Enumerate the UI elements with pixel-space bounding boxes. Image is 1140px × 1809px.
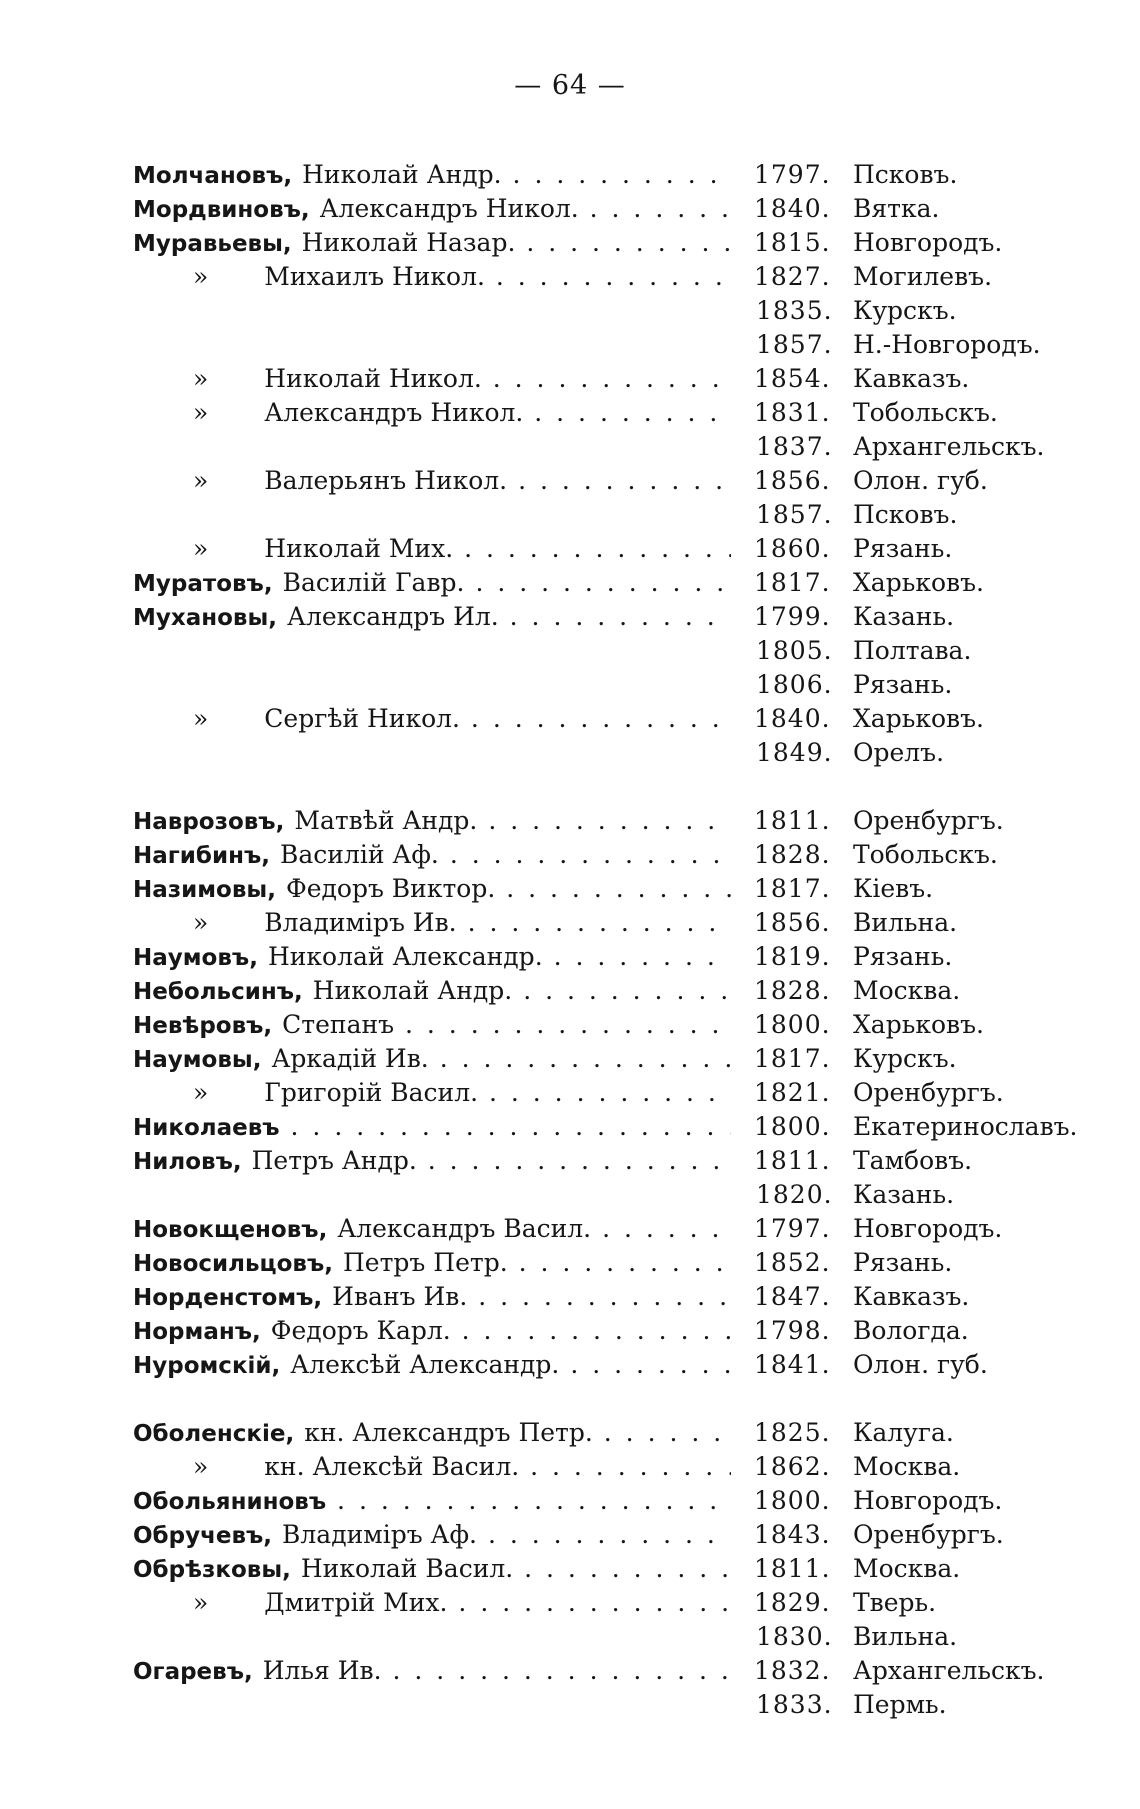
year: 1800. — [754, 1112, 831, 1141]
person-entry — [133, 226, 731, 260]
given-names: Николай Александр. — [267, 942, 543, 971]
place: Харьковъ. — [853, 1010, 984, 1039]
register-row — [0, 1586, 1140, 1620]
register-row — [0, 1484, 1140, 1518]
year: 1860. — [754, 534, 831, 563]
given-names: Матвѣй Андр. — [294, 806, 478, 835]
person-entry — [133, 1552, 731, 1586]
register-row — [0, 906, 1140, 940]
ditto-mark: » — [193, 1588, 209, 1617]
place: Вильна. — [853, 1622, 958, 1651]
register-row — [0, 226, 1140, 260]
year: 1833. — [756, 1690, 833, 1719]
place: Псковъ. — [853, 500, 958, 529]
person-entry — [133, 260, 731, 294]
register-row — [0, 838, 1140, 872]
year: 1806. — [756, 670, 833, 699]
surname: Нуромскій, — [133, 1353, 281, 1379]
year: 1843. — [754, 1520, 831, 1549]
place: Курскъ. — [853, 1044, 957, 1073]
place: Тверь. — [853, 1588, 937, 1617]
year: 1837. — [756, 432, 833, 461]
person-entry — [133, 1042, 731, 1076]
register-row — [0, 362, 1140, 396]
year: 1811. — [754, 1146, 831, 1175]
year: 1817. — [754, 568, 831, 597]
year: 1828. — [754, 976, 831, 1005]
given-names: кн. Алексѣй Васил. — [264, 1452, 520, 1481]
year: 1819. — [754, 942, 831, 971]
person-entry — [133, 804, 731, 838]
person-entry — [133, 566, 731, 600]
given-names: Степанъ — [282, 1010, 395, 1039]
year: 1829. — [754, 1588, 831, 1617]
register-row — [0, 1450, 1140, 1484]
person-entry — [133, 1586, 731, 1620]
year: 1828. — [754, 840, 831, 869]
surname: Норманъ, — [133, 1319, 261, 1345]
given-names: Василій Аф. — [280, 840, 439, 869]
given-names: Василій Гавр. — [282, 568, 465, 597]
surname: Назимовы, — [133, 877, 276, 903]
given-names: Алексѣй Александр. — [290, 1350, 560, 1379]
person-entry — [133, 158, 731, 192]
surname: Молчановъ, — [133, 163, 293, 189]
given-names: Владиміръ Аф. — [282, 1520, 478, 1549]
ditto-mark: » — [193, 364, 209, 393]
ditto-mark: » — [193, 1452, 209, 1481]
place: Кіевъ. — [853, 874, 934, 903]
register-row — [0, 974, 1140, 1008]
register-row — [0, 1314, 1140, 1348]
place: Новгородъ. — [853, 228, 1003, 257]
surname: Наумовъ, — [133, 945, 258, 971]
year: 1798. — [754, 1316, 831, 1345]
year: 1820. — [756, 1180, 833, 1209]
year: 1817. — [754, 874, 831, 903]
person-entry — [133, 1314, 731, 1348]
place: Полтава. — [853, 636, 972, 665]
place: Пермь. — [853, 1690, 947, 1719]
person-entry — [133, 1450, 731, 1484]
person-entry — [133, 838, 731, 872]
person-entry — [133, 600, 731, 634]
place: Екатеринославъ. — [853, 1112, 1078, 1141]
register-row — [0, 1110, 1140, 1144]
person-entry — [133, 906, 731, 940]
place: Могилевъ. — [853, 262, 993, 291]
person-entry — [133, 1518, 731, 1552]
person-entry — [133, 1348, 731, 1382]
person-entry — [133, 702, 731, 736]
register-row — [0, 1348, 1140, 1382]
place: Курскъ. — [853, 296, 957, 325]
register-row — [0, 702, 1140, 736]
year: 1849. — [756, 738, 833, 767]
given-names: Федоръ Карл. — [270, 1316, 451, 1345]
register-row — [0, 1620, 1140, 1654]
register-row — [0, 1076, 1140, 1110]
surname: Муратовъ, — [133, 571, 273, 597]
register-row — [0, 668, 1140, 702]
place: Рязань. — [853, 1248, 953, 1277]
place: Рязань. — [853, 942, 953, 971]
surname: Наумовы, — [133, 1047, 262, 1073]
surname: Наврозовъ, — [133, 809, 285, 835]
place: Тамбовъ. — [853, 1146, 973, 1175]
given-names: Сергѣй Никол. — [264, 704, 460, 733]
ditto-mark: » — [193, 704, 209, 733]
place: Тобольскъ. — [853, 398, 998, 427]
register-row — [0, 1280, 1140, 1314]
given-names: Федоръ Виктор. — [285, 874, 496, 903]
register-row — [0, 1144, 1140, 1178]
surname: Николаевъ — [133, 1115, 280, 1141]
place: Казань. — [853, 602, 955, 631]
person-entry — [133, 1246, 731, 1280]
register-row — [0, 328, 1140, 362]
register-row — [0, 396, 1140, 430]
person-entry — [133, 1008, 731, 1042]
year: 1862. — [754, 1452, 831, 1481]
place: Орелъ. — [853, 738, 945, 767]
given-names: Александръ Васил. — [337, 1214, 592, 1243]
year: 1815. — [754, 228, 831, 257]
register-row — [0, 192, 1140, 226]
person-entry — [133, 872, 731, 906]
year: 1847. — [754, 1282, 831, 1311]
surname: Обрѣзковы, — [133, 1557, 291, 1583]
surname: Новосильцовъ, — [133, 1251, 333, 1277]
year: 1856. — [754, 908, 831, 937]
year: 1800. — [754, 1486, 831, 1515]
person-entry — [133, 1076, 731, 1110]
register-row — [0, 1518, 1140, 1552]
year: 1830. — [756, 1622, 833, 1651]
year: 1811. — [754, 806, 831, 835]
register-row — [0, 1178, 1140, 1212]
surname: Нагибинъ, — [133, 843, 270, 869]
register-row — [0, 464, 1140, 498]
given-names: Петръ Андр. — [251, 1146, 417, 1175]
given-names: Николай Андр. — [312, 976, 513, 1005]
year: 1831. — [754, 398, 831, 427]
place: Рязань. — [853, 670, 953, 699]
person-entry — [133, 192, 731, 226]
register-row — [0, 158, 1140, 192]
year: 1841. — [754, 1350, 831, 1379]
register-row — [0, 1552, 1140, 1586]
section-gap — [0, 1382, 1140, 1416]
year: 1805. — [756, 636, 833, 665]
place: Москва. — [853, 1452, 961, 1481]
place: Н.-Новгородъ. — [853, 330, 1041, 359]
register-row — [0, 1008, 1140, 1042]
surname: Ниловъ, — [133, 1149, 242, 1175]
register-row — [0, 294, 1140, 328]
place: Олон. губ. — [853, 466, 988, 495]
register-row — [0, 872, 1140, 906]
given-names: Николай Андр. — [302, 160, 502, 189]
year: 1799. — [754, 602, 831, 631]
surname: Огаревъ, — [133, 1659, 253, 1685]
year: 1827. — [754, 262, 831, 291]
register-row — [0, 1416, 1140, 1450]
surname: Новокщеновъ, — [133, 1217, 328, 1243]
person-entry — [133, 396, 731, 430]
ditto-mark: » — [193, 908, 209, 937]
place: Архангельскъ. — [853, 432, 1045, 461]
page-number: — 64 — — [514, 70, 626, 101]
year: 1857. — [756, 500, 833, 529]
register-row — [0, 1246, 1140, 1280]
year: 1811. — [754, 1554, 831, 1583]
given-names: кн. Александръ Петр. — [304, 1418, 593, 1447]
register-row — [0, 566, 1140, 600]
surname: Обольяниновъ — [133, 1489, 327, 1515]
place: Тобольскъ. — [853, 840, 998, 869]
place: Оренбургъ. — [853, 1078, 1004, 1107]
year: 1797. — [754, 160, 831, 189]
place: Вятка. — [853, 194, 940, 223]
ditto-mark: » — [193, 1078, 209, 1107]
person-entry — [133, 1144, 731, 1178]
ditto-mark: » — [193, 398, 209, 427]
year: 1840. — [754, 704, 831, 733]
person-entry — [133, 1484, 731, 1518]
register-row — [0, 1688, 1140, 1722]
surname: Обручевъ, — [133, 1523, 273, 1549]
given-names: Илья Ив. — [262, 1656, 382, 1685]
given-names: Михаилъ Никол. — [264, 262, 485, 291]
given-names: Николай Никол. — [264, 364, 482, 393]
given-names: Александръ Никол. — [319, 194, 579, 223]
place: Кавказъ. — [853, 364, 970, 393]
person-entry — [133, 1416, 731, 1450]
given-names: Петръ Петр. — [342, 1248, 508, 1277]
given-names: Николай Мих. — [264, 534, 454, 563]
register-row — [0, 1042, 1140, 1076]
place: Рязань. — [853, 534, 953, 563]
register-row — [0, 430, 1140, 464]
surname: Оболенскіе, — [133, 1421, 295, 1447]
person-entry — [133, 1110, 731, 1144]
register-row — [0, 1212, 1140, 1246]
given-names: Иванъ Ив. — [332, 1282, 468, 1311]
place: Олон. губ. — [853, 1350, 988, 1379]
person-entry — [133, 1212, 731, 1246]
year: 1832. — [754, 1656, 831, 1685]
surname: Невѣровъ, — [133, 1013, 273, 1039]
register-row — [0, 498, 1140, 532]
place: Псковъ. — [853, 160, 958, 189]
place: Москва. — [853, 1554, 961, 1583]
place: Москва. — [853, 976, 961, 1005]
year: 1854. — [754, 364, 831, 393]
register-row — [0, 940, 1140, 974]
place: Новгородъ. — [853, 1486, 1003, 1515]
given-names: Валерьянъ Никол. — [264, 466, 508, 495]
place: Оренбургъ. — [853, 1520, 1004, 1549]
place: Вильна. — [853, 908, 958, 937]
given-names: Владиміръ Ив. — [264, 908, 457, 937]
person-entry — [133, 532, 731, 566]
given-names: Александръ Никол. — [264, 398, 524, 427]
ditto-mark: » — [193, 534, 209, 563]
place: Кавказъ. — [853, 1282, 970, 1311]
year: 1825. — [754, 1418, 831, 1447]
name-register-list — [0, 158, 1140, 1722]
register-row — [0, 1654, 1140, 1688]
place: Калуга. — [853, 1418, 954, 1447]
surname: Муравьевы, — [133, 231, 292, 257]
section-gap — [0, 770, 1140, 804]
person-entry — [133, 974, 731, 1008]
place: Оренбургъ. — [853, 806, 1004, 835]
year: 1835. — [756, 296, 833, 325]
year: 1821. — [754, 1078, 831, 1107]
register-row — [0, 532, 1140, 566]
register-row — [0, 634, 1140, 668]
register-row — [0, 804, 1140, 838]
surname: Небольсинъ, — [133, 979, 303, 1005]
surname: Мухановы, — [133, 605, 278, 631]
person-entry — [133, 940, 731, 974]
register-row — [0, 736, 1140, 770]
ditto-mark: » — [193, 262, 209, 291]
surname: Мордвиновъ, — [133, 197, 310, 223]
place: Харьковъ. — [853, 568, 984, 597]
year: 1856. — [754, 466, 831, 495]
register-row — [0, 260, 1140, 294]
ditto-mark: » — [193, 466, 209, 495]
year: 1840. — [754, 194, 831, 223]
given-names: Григорій Васил. — [264, 1078, 479, 1107]
year: 1857. — [756, 330, 833, 359]
year: 1817. — [754, 1044, 831, 1073]
place: Харьковъ. — [853, 704, 984, 733]
person-entry — [133, 1280, 731, 1314]
given-names: Аркадій Ив. — [271, 1044, 429, 1073]
person-entry — [133, 1654, 731, 1688]
given-names: Дмитрій Мих. — [264, 1588, 448, 1617]
place: Вологда. — [853, 1316, 969, 1345]
given-names: Николай Васил. — [300, 1554, 514, 1583]
surname: Норденстомъ, — [133, 1285, 323, 1311]
place: Архангельскъ. — [853, 1656, 1045, 1685]
year: 1852. — [754, 1248, 831, 1277]
given-names: Александръ Ил. — [287, 602, 499, 631]
given-names: Николай Назар. — [301, 228, 516, 257]
place: Казань. — [853, 1180, 955, 1209]
person-entry — [133, 464, 731, 498]
person-entry — [133, 362, 731, 396]
register-row — [0, 600, 1140, 634]
place: Новгородъ. — [853, 1214, 1003, 1243]
year: 1797. — [754, 1214, 831, 1243]
year: 1800. — [754, 1010, 831, 1039]
